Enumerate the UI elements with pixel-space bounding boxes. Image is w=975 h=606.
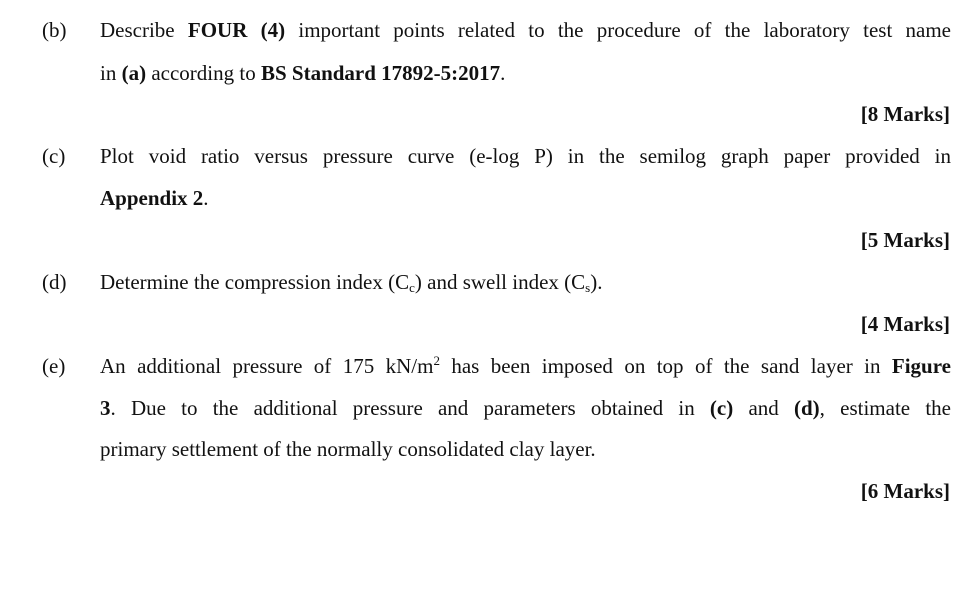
- question-b-line-2: [100, 60, 505, 86]
- question-c-marks: [5 Marks]: [860, 228, 950, 252]
- bold-segment: BS Standard 17892-5:2017: [260, 61, 501, 85]
- question-e-label: (e): [42, 354, 66, 378]
- text-segment: . Due to the additional pressure and parameters obtained in: [110, 396, 710, 420]
- text-segment: An additional pressure of 175 kN/m: [100, 354, 434, 378]
- text-segment: and: [733, 396, 794, 420]
- bold-segment: Appendix 2: [100, 186, 204, 210]
- text-segment: .: [500, 61, 506, 85]
- text-segment: according to: [146, 61, 261, 85]
- text-segment: has been imposed on top of the sand layer in: [439, 354, 892, 378]
- question-e-marks: [6 Marks]: [860, 479, 950, 503]
- text-segment: in: [100, 61, 122, 85]
- text-segment: Describe: [100, 18, 188, 42]
- question-c-label: (c): [42, 144, 66, 168]
- question-e-line-1: [100, 353, 951, 379]
- text-segment: ).: [590, 270, 603, 294]
- text-segment: important points related to the procedure of the laboratory test name: [285, 18, 952, 42]
- text-segment: Determine the compression index (C: [100, 270, 410, 294]
- bold-segment: 3: [100, 396, 111, 420]
- question-d-marks: [4 Marks]: [860, 312, 950, 336]
- text-segment: primary settlement of the normally consolidated clay layer.: [100, 437, 596, 461]
- bold-segment: (a): [121, 61, 147, 85]
- question-c-line-2: [100, 185, 209, 211]
- question-e-line-3: [100, 436, 596, 462]
- superscript: 2: [433, 353, 440, 368]
- question-b-line-1: [100, 17, 951, 43]
- bold-segment: Figure: [891, 354, 951, 378]
- text-segment: ) and swell index (C: [414, 270, 586, 294]
- text-segment: Plot void ratio versus pressure curve (e-log P) in the semilog graph paper provided in: [100, 144, 951, 168]
- question-b-marks: [8 Marks]: [860, 102, 950, 126]
- bold-segment: (c): [709, 396, 734, 420]
- text-segment: , estimate the: [819, 396, 951, 420]
- subscript: c: [409, 280, 415, 295]
- bold-segment: FOUR (4): [187, 18, 286, 42]
- question-b-label: (b): [42, 18, 67, 42]
- question-e-line-2: [100, 395, 951, 421]
- subscript: s: [585, 280, 591, 295]
- text-segment: .: [203, 186, 209, 210]
- question-c-line-1: [100, 143, 951, 169]
- question-d-label: (d): [42, 270, 67, 294]
- question-d-line-1: [100, 269, 602, 301]
- bold-segment: (d): [794, 396, 820, 420]
